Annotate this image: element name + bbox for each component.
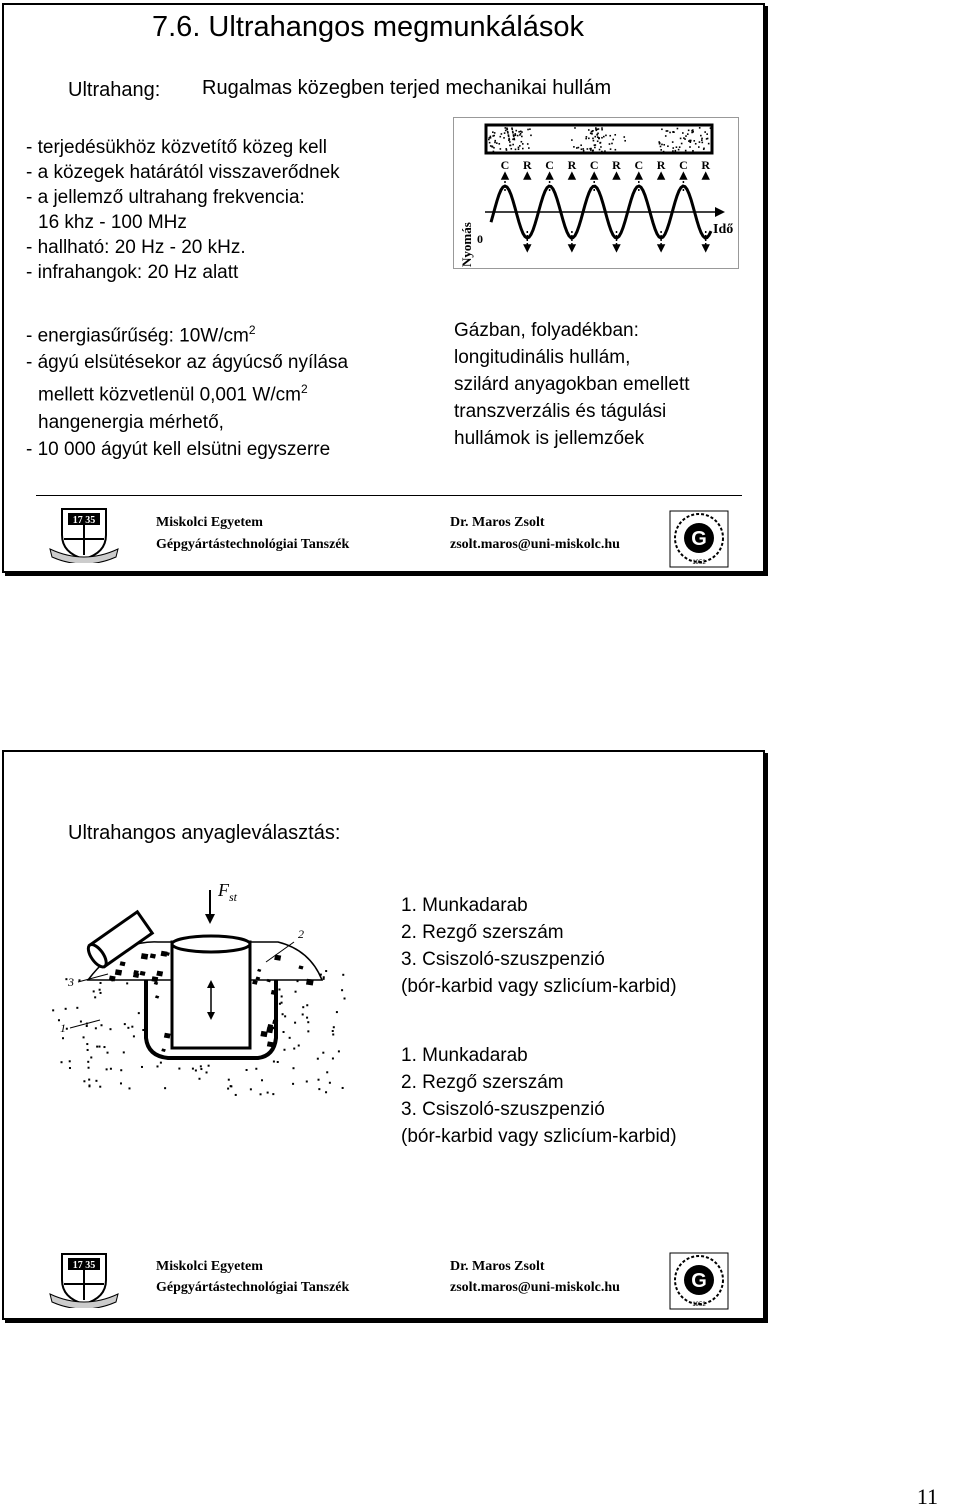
university-name: Miskolci Egyetem: [156, 1259, 263, 1274]
slide-title: 7.6. Ultrahangos megmunkálások: [152, 11, 585, 43]
force-label: $F_{st}$: [218, 880, 238, 904]
author-name: Dr. Maros Zsolt: [450, 515, 545, 530]
x-axis-label: Idő: [713, 222, 734, 237]
list-item: mellett közvetlenül 0,001 $W/cm^2$: [38, 382, 308, 406]
list-item: szilárd anyagokban emellett: [454, 374, 690, 395]
label-3: 3: [68, 975, 74, 989]
svg-text:17 35: 17 35: [72, 515, 96, 526]
gas-wave-text: [454, 317, 690, 452]
footer-divider: [36, 495, 742, 496]
university-name: Miskolci Egyetem: [156, 515, 263, 530]
department-name: Gépgyártástechnológiai Tanszék: [156, 537, 350, 552]
list-item: (bór-karbid vagy szlicíum-karbid): [401, 976, 677, 997]
department-logo-icon: [669, 510, 729, 568]
list-item: - energiasűrűség: $10W/cm^2$: [26, 323, 256, 347]
wave-phase-label: R: [567, 158, 577, 172]
wave-phase-label: C: [634, 158, 644, 172]
list-item: hullámok is jellemzőek: [454, 428, 645, 449]
list-item: 1. Munkadarab: [401, 895, 528, 916]
svg-text:17 35: 17 35: [72, 1260, 96, 1271]
list-item: - infrahangok: 20 Hz alatt: [26, 262, 239, 283]
definition-label: Ultrahang:: [68, 79, 161, 101]
university-crest-icon: [48, 505, 120, 563]
list-item: 16 khz - 100 MHz: [38, 212, 187, 233]
list-item: 2. Rezgő szerszám: [401, 922, 564, 943]
page-number: 11: [916, 1484, 938, 1509]
wave-phase-label: R: [656, 158, 666, 172]
wave-phase-label: C: [500, 158, 510, 172]
list-item: hangenergia mérhető,: [38, 411, 224, 433]
list-item: - hallható: 20 Hz - 20 kHz.: [26, 237, 246, 258]
wave-phase-label: R: [522, 158, 532, 172]
list-item: - terjedésükhöz közvetítő közeg kell: [26, 137, 327, 158]
department-name: Gépgyártástechnológiai Tanszék: [156, 1280, 350, 1295]
list-item: - a jellemző ultrahang frekvencia:: [26, 187, 305, 208]
energy-list: [26, 317, 348, 463]
label-2: 2: [298, 927, 304, 941]
list-item: - ágyú elsütésekor az ágyúcső nyílása: [26, 352, 349, 374]
list-item: 2. Rezgő szerszám: [401, 1072, 564, 1093]
section-heading: Ultrahangos anyagleválasztás:: [68, 822, 341, 844]
zero-label: 0: [477, 232, 483, 246]
y-axis-label: Nyomás: [459, 222, 474, 267]
component-list-b: [401, 1042, 677, 1150]
list-item: 3. Csiszoló-szuszpenzió: [401, 949, 605, 970]
wave-phase-label: C: [679, 158, 688, 172]
list-item: (bór-karbid vagy szlicíum-karbid): [401, 1126, 677, 1147]
slide-2: [2, 750, 765, 1320]
department-logo-icon: [669, 1252, 729, 1310]
svg-text:G: G: [691, 528, 707, 550]
university-crest-icon: [48, 1250, 120, 1308]
svg-text:1952: 1952: [692, 1302, 706, 1308]
list-item: 3. Csiszoló-szuszpenzió: [401, 1099, 605, 1120]
label-1: 1: [60, 1021, 66, 1035]
list-item: transzverzális és tágulási: [454, 401, 667, 422]
list-item: 1. Munkadarab: [401, 1045, 528, 1066]
wave-phase-label: C: [589, 158, 599, 172]
sound-wave-diagram: [453, 117, 739, 269]
list-item: - a közegek határától visszaverődnek: [26, 162, 340, 183]
list-item: - 10 000 ágyút kell elsütni egyszerre: [26, 438, 331, 460]
svg-text:1952: 1952: [692, 560, 706, 566]
author-name: Dr. Maros Zsolt: [450, 1259, 545, 1274]
list-item: longitudinális hullám,: [454, 347, 631, 368]
slide-1: [2, 3, 765, 573]
component-list-a: [401, 892, 677, 1000]
ultrasonic-machining-figure: [48, 870, 348, 1100]
wave-phase-label: R: [612, 158, 621, 172]
svg-text:G: G: [691, 1270, 707, 1292]
properties-list: [26, 135, 340, 285]
list-item: Gázban, folyadékban:: [454, 320, 639, 341]
author-email[interactable]: zsolt.maros@uni-miskolc.hu: [450, 537, 620, 552]
wave-phase-label: R: [701, 158, 711, 172]
author-email[interactable]: zsolt.maros@uni-miskolc.hu: [450, 1280, 620, 1295]
force-arrow-icon: [205, 914, 215, 924]
wave-phase-label: C: [545, 158, 554, 172]
definition-text: Rugalmas közegben terjed mechanikai hullám: [202, 77, 612, 99]
